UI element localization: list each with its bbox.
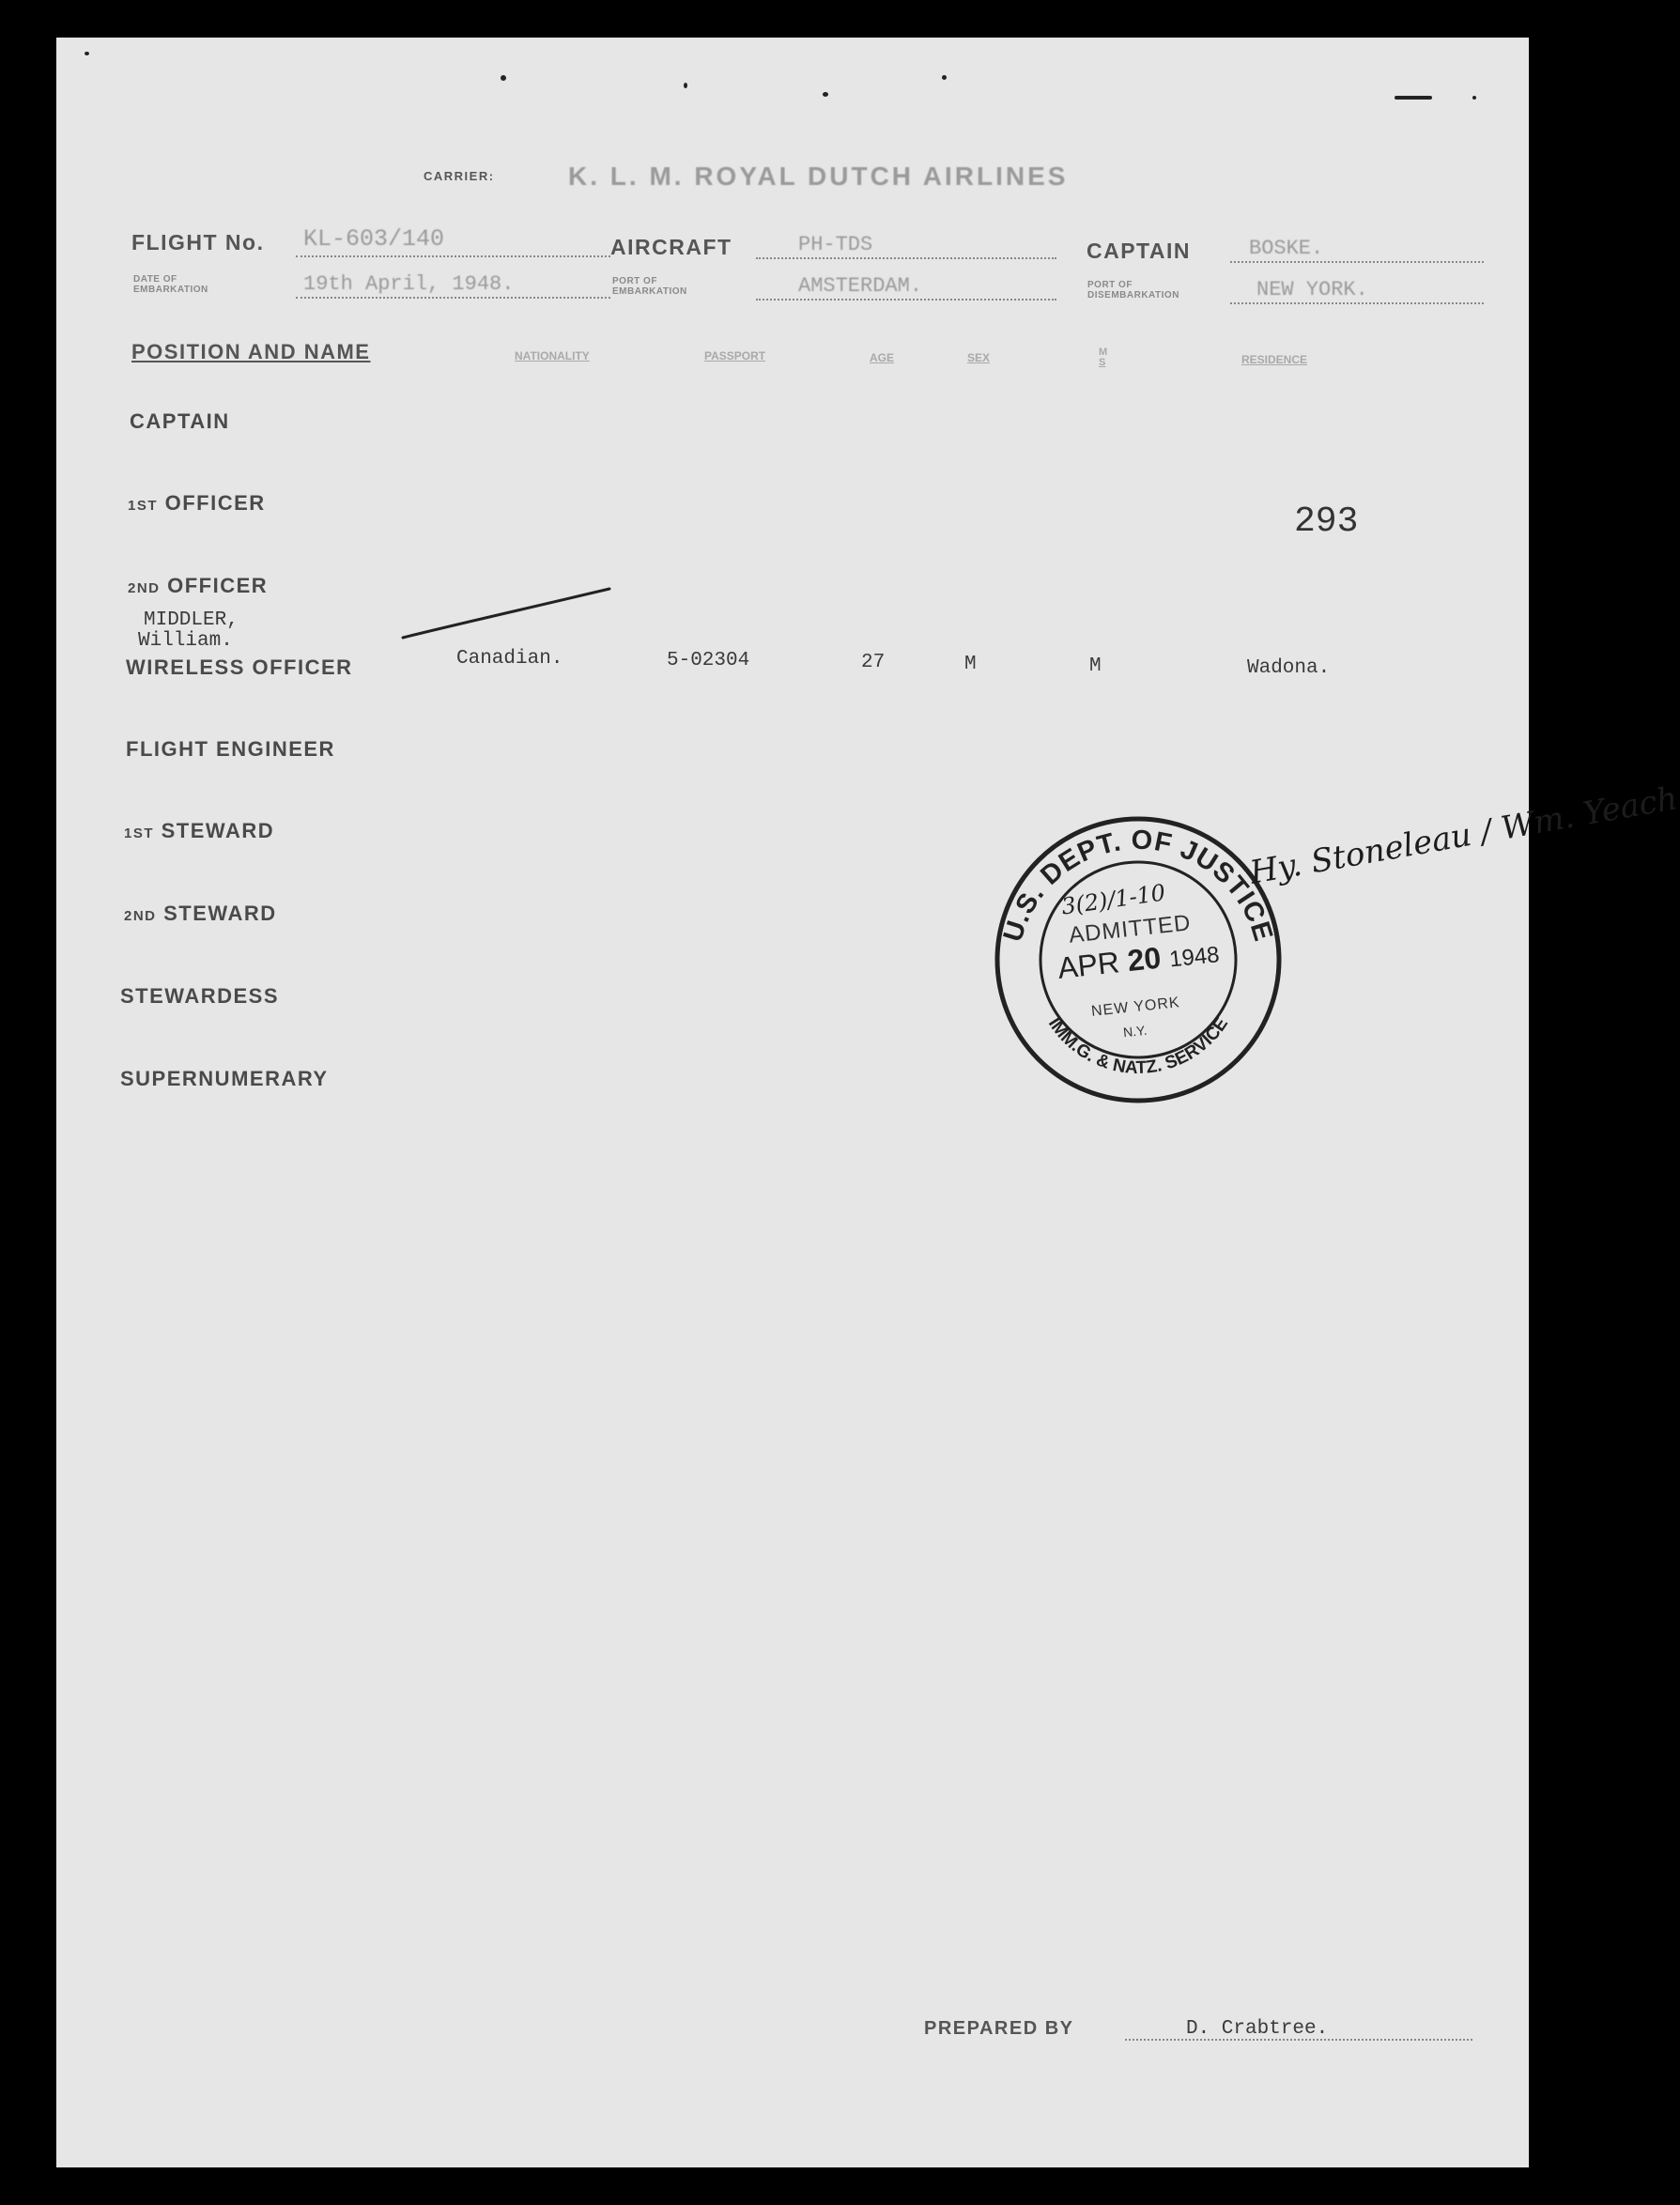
row-stewardess: STEWARDESS: [120, 984, 280, 1008]
row-captain: CAPTAIN: [130, 409, 230, 433]
port-dis-label-line1: PORT OF: [1087, 280, 1133, 290]
manifest-page: [56, 38, 1680, 2167]
flight-no-line: [296, 255, 610, 257]
crew-residence: Wadona.: [1247, 657, 1331, 679]
date-label-line1: DATE OF: [133, 274, 177, 285]
row-second-officer-label: OFFICER: [160, 574, 269, 597]
scan-speck: [1472, 96, 1476, 100]
col-nationality: NATIONALITY: [515, 349, 590, 362]
port-disembarkation-label: [1087, 280, 1179, 301]
col-position: POSITION AND NAME: [131, 340, 371, 363]
row-flight-engineer: FLIGHT ENGINEER: [126, 737, 335, 761]
aircraft-value: PH-TDS: [798, 233, 873, 256]
row-second-steward-label: STEWARD: [156, 902, 277, 925]
stamp-month: APR: [1056, 945, 1121, 985]
stamp-state: N.Y.: [1122, 1022, 1148, 1041]
captain-label: CAPTAIN: [1087, 239, 1192, 263]
scan-speck: [823, 92, 828, 97]
stamp-city: NEW YORK: [1090, 995, 1181, 1020]
prepared-by-value: D. Crabtree.: [1186, 2018, 1329, 2040]
port-dis-label-line2: DISEMBARKATION: [1087, 290, 1179, 301]
row-second-steward-prefix: 2ND: [124, 908, 157, 924]
row-second-officer: [128, 574, 268, 598]
captain-line: [1230, 261, 1484, 263]
col-marital-s: S: [1099, 357, 1106, 368]
stamp-bottom-text: IMM.G. & NATZ. SERVICE: [1043, 1013, 1233, 1079]
port-emb-label-line2: EMBARKATION: [612, 286, 687, 297]
col-sex: SEX: [967, 351, 991, 364]
col-marital: [1099, 347, 1107, 368]
scan-speck: [1395, 96, 1432, 100]
stamp-day: 20: [1125, 940, 1163, 979]
hand-drawn-line: [399, 578, 624, 653]
col-passport: PASSPORT: [704, 349, 766, 362]
crew-name: [138, 609, 239, 652]
carrier-name: K. L. M. ROYAL DUTCH AIRLINES: [568, 162, 1069, 191]
stamp-section-handwritten: 3(2)/1-10: [1059, 879, 1167, 920]
row-first-officer: [128, 491, 266, 516]
aircraft-label: AIRCRAFT: [610, 235, 732, 259]
prepared-by-line: [1125, 2039, 1472, 2041]
captain-value: BOSKE.: [1249, 237, 1324, 260]
date-label: [133, 274, 208, 295]
scan-speck: [85, 52, 89, 55]
row-second-officer-prefix: 2ND: [128, 580, 161, 596]
scan-speck: [684, 83, 687, 88]
crew-nationality: Canadian.: [456, 648, 563, 670]
date-line: [296, 297, 610, 299]
row-first-steward-label: STEWARD: [154, 819, 275, 842]
stamp-ring-text: U.S. DEPT. OF JUSTICE: [997, 825, 1279, 946]
immigration-stamp: [988, 810, 1288, 1110]
embarkation-date: 19th April, 1948.: [303, 272, 515, 296]
col-marital-m: M: [1099, 347, 1108, 358]
scan-speck: [942, 75, 947, 80]
crew-passport: 5-02304: [667, 650, 750, 671]
carrier-label: CARRIER:: [424, 169, 495, 183]
row-first-steward: [124, 819, 274, 843]
row-second-steward: [124, 902, 277, 926]
prepared-by-label: PREPARED BY: [924, 2018, 1074, 2039]
page-number: 293: [1294, 501, 1359, 542]
row-first-officer-prefix: 1ST: [128, 498, 159, 514]
row-first-officer-label: OFFICER: [158, 491, 266, 515]
crew-marital: M: [1089, 655, 1102, 677]
port-embarkation-label: [612, 276, 687, 297]
stamp-year: 1948: [1167, 942, 1221, 973]
row-first-steward-prefix: 1ST: [124, 825, 155, 841]
port-emb-label-line1: PORT OF: [612, 276, 657, 286]
stamp-status: ADMITTED: [1067, 910, 1193, 948]
port-disembarkation-value: NEW YORK.: [1256, 278, 1368, 301]
date-label-line2: EMBARKATION: [133, 285, 208, 295]
aircraft-line: [756, 257, 1056, 259]
crew-sex: M: [964, 654, 977, 675]
port-dis-line: [1230, 302, 1484, 304]
crew-given-name: William.: [138, 630, 233, 652]
col-residence: RESIDENCE: [1241, 353, 1308, 366]
crew-age: 27: [861, 652, 886, 673]
crew-surname: MIDDLER,: [144, 609, 239, 631]
port-embarkation-value: AMSTERDAM.: [798, 274, 923, 298]
row-supernumerary: SUPERNUMERARY: [120, 1067, 329, 1090]
flight-no-value: KL-603/140: [303, 225, 445, 253]
handwritten-signature: Hy. Stoneleau / Wm. Yeach: [1247, 779, 1680, 892]
port-emb-line: [756, 299, 1056, 301]
flight-no-label: FLIGHT No.: [131, 230, 265, 254]
row-wireless-officer: WIRELESS OFFICER: [126, 655, 353, 679]
col-age: AGE: [870, 351, 895, 364]
scan-speck: [501, 75, 506, 81]
